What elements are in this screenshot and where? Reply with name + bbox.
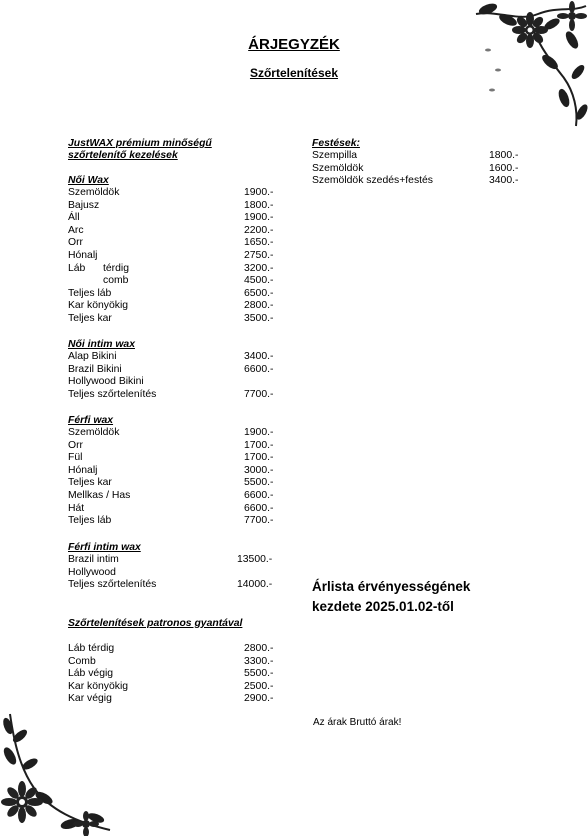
item-price: 3400.- (244, 351, 274, 362)
item-price: 1800.- (244, 199, 274, 211)
item-name: Szemöldök (68, 187, 120, 198)
item-subname: térdig (103, 262, 129, 274)
ferfi-wax-row (68, 427, 298, 440)
item-price: 3500.- (244, 313, 274, 324)
item-price: 14000.- (237, 579, 273, 591)
floral-corner-top-right-icon (468, 0, 588, 128)
ferfi-wax-row (68, 515, 298, 528)
item-price: 1650.- (244, 237, 274, 249)
item-price: 2200.- (244, 224, 274, 236)
item-price: 5500.- (244, 668, 274, 680)
ferfi-wax-row (68, 465, 298, 478)
item-price: 2500.- (244, 680, 274, 692)
item-name: Orr (68, 439, 84, 451)
item-name: Bajusz (68, 199, 100, 211)
item-price: 1800.- (489, 150, 519, 161)
item-price: 13500.- (237, 554, 273, 565)
ferfi-intim-row (68, 579, 298, 592)
item-name: Szemöldök szedés+festés (312, 175, 433, 187)
noi-wax-row (68, 212, 298, 225)
ferfi-intim-row (68, 554, 298, 567)
premium-heading-line-1: JustWAX prémium minőségű (68, 138, 212, 149)
item-price: 1700.- (244, 439, 274, 451)
item-price: 1700.- (244, 452, 274, 464)
noi-wax-row (68, 313, 298, 326)
noi-wax-row (68, 288, 298, 301)
item-price: 1900.- (244, 427, 274, 438)
item-price: 2750.- (244, 250, 274, 261)
ferfi-wax-row (68, 477, 298, 490)
item-name: Láb (68, 262, 86, 274)
item-name: Hónalj (68, 250, 98, 261)
validity-line-2: kezdete 2025.01.02-től (312, 599, 454, 614)
gross-price-note: Az árak Bruttó árak! (313, 717, 402, 728)
item-name: Hónalj (68, 464, 98, 476)
item-price: 2800.- (244, 643, 274, 654)
noi-wax-row (68, 225, 298, 238)
patron-heading: Szőrtelenítések patronos gyantával (68, 618, 243, 629)
ferfi-wax-row (68, 452, 298, 465)
festes-heading: Festések: (312, 138, 360, 149)
patron-row (68, 668, 298, 681)
festes-row (312, 175, 542, 188)
item-name: Szemöldök (68, 427, 120, 438)
item-price: 6600.- (244, 490, 274, 501)
ferfi-wax-heading: Férfi wax (68, 415, 114, 426)
patron-row (68, 681, 298, 694)
item-name: Áll (68, 212, 80, 224)
noi-wax-row (68, 250, 298, 263)
item-price: 3000.- (244, 464, 274, 476)
item-name: Szemöldök (312, 162, 364, 174)
item-name: Kar végig (68, 693, 112, 705)
item-price: 3400.- (489, 175, 519, 187)
validity-notice (312, 577, 470, 617)
patron-row (68, 693, 298, 706)
item-name: Teljes láb (68, 287, 112, 299)
item-name: Kar könyökig (68, 300, 129, 312)
item-name: Kar könyökig (68, 680, 129, 692)
item-price: 3200.- (244, 262, 274, 274)
page-title: ÁRJEGYZÉK (248, 36, 340, 53)
ferfi-wax-row (68, 440, 298, 453)
item-name: Fül (68, 452, 83, 464)
item-price: 6600.- (244, 363, 274, 375)
item-price: 1900.- (244, 212, 274, 224)
page-subtitle: Szőrtelenítések (249, 66, 339, 80)
item-name: Brazil intim (68, 554, 119, 565)
ferfi-intim-heading: Férfi intim wax (68, 542, 141, 553)
item-subname: comb (103, 275, 129, 287)
noi-wax-heading: Női Wax (68, 175, 109, 186)
item-price: 3300.- (244, 655, 274, 667)
festes-row (312, 163, 542, 176)
item-name: Arc (68, 224, 84, 236)
item-name: Teljes láb (68, 515, 112, 527)
item-price: 6600.- (244, 502, 274, 514)
item-price: 4500.- (244, 275, 274, 287)
noi-intim-row (68, 351, 298, 364)
item-name: Teljes szőrtelenítés (68, 388, 157, 400)
noi-wax-row (68, 300, 298, 313)
noi-intim-row (68, 389, 298, 402)
item-price: 5500.- (244, 477, 274, 489)
item-price: 2900.- (244, 693, 274, 705)
item-name: Szempilla (312, 150, 358, 161)
item-price: 1600.- (489, 162, 519, 174)
item-price: 2800.- (244, 300, 274, 312)
noi-wax-row (68, 237, 298, 250)
item-name: Brazil Bikini (68, 363, 122, 375)
noi-wax-row (68, 187, 298, 200)
patron-row (68, 656, 298, 669)
item-name: Orr (68, 237, 84, 249)
floral-corner-bottom-left-icon (0, 712, 120, 836)
noi-wax-row (68, 275, 298, 288)
item-name: Alap Bikini (68, 351, 117, 362)
ferfi-intim-row (68, 567, 298, 580)
item-name: Láb végig (68, 668, 114, 680)
item-name: Hollywood Bikini (68, 376, 144, 388)
item-name: Comb (68, 655, 96, 667)
noi-intim-row (68, 376, 298, 389)
validity-line-1: Árlista érvényességének (312, 579, 471, 594)
item-name: Teljes szőrtelenítés (68, 579, 157, 591)
item-name: Teljes kar (68, 313, 112, 324)
premium-heading-line-2: szőrtelenítő kezelések (68, 150, 178, 161)
noi-intim-row (68, 364, 298, 377)
item-price: 7700.- (244, 388, 274, 400)
item-name: Láb térdig (68, 643, 115, 654)
ferfi-wax-row (68, 490, 298, 503)
item-name: Mellkas / Has (68, 490, 131, 501)
ferfi-wax-row (68, 503, 298, 516)
noi-wax-row (68, 200, 298, 213)
item-price: 7700.- (244, 515, 274, 527)
item-price: 1900.- (244, 187, 274, 198)
item-name: Hollywood (68, 566, 116, 578)
item-name: Hát (68, 502, 85, 514)
patron-row (68, 643, 298, 656)
noi-intim-heading: Női intim wax (68, 339, 135, 350)
noi-wax-row (68, 263, 298, 276)
item-name: Teljes kar (68, 477, 112, 489)
item-price: 6500.- (244, 287, 274, 299)
festes-row (312, 150, 542, 163)
